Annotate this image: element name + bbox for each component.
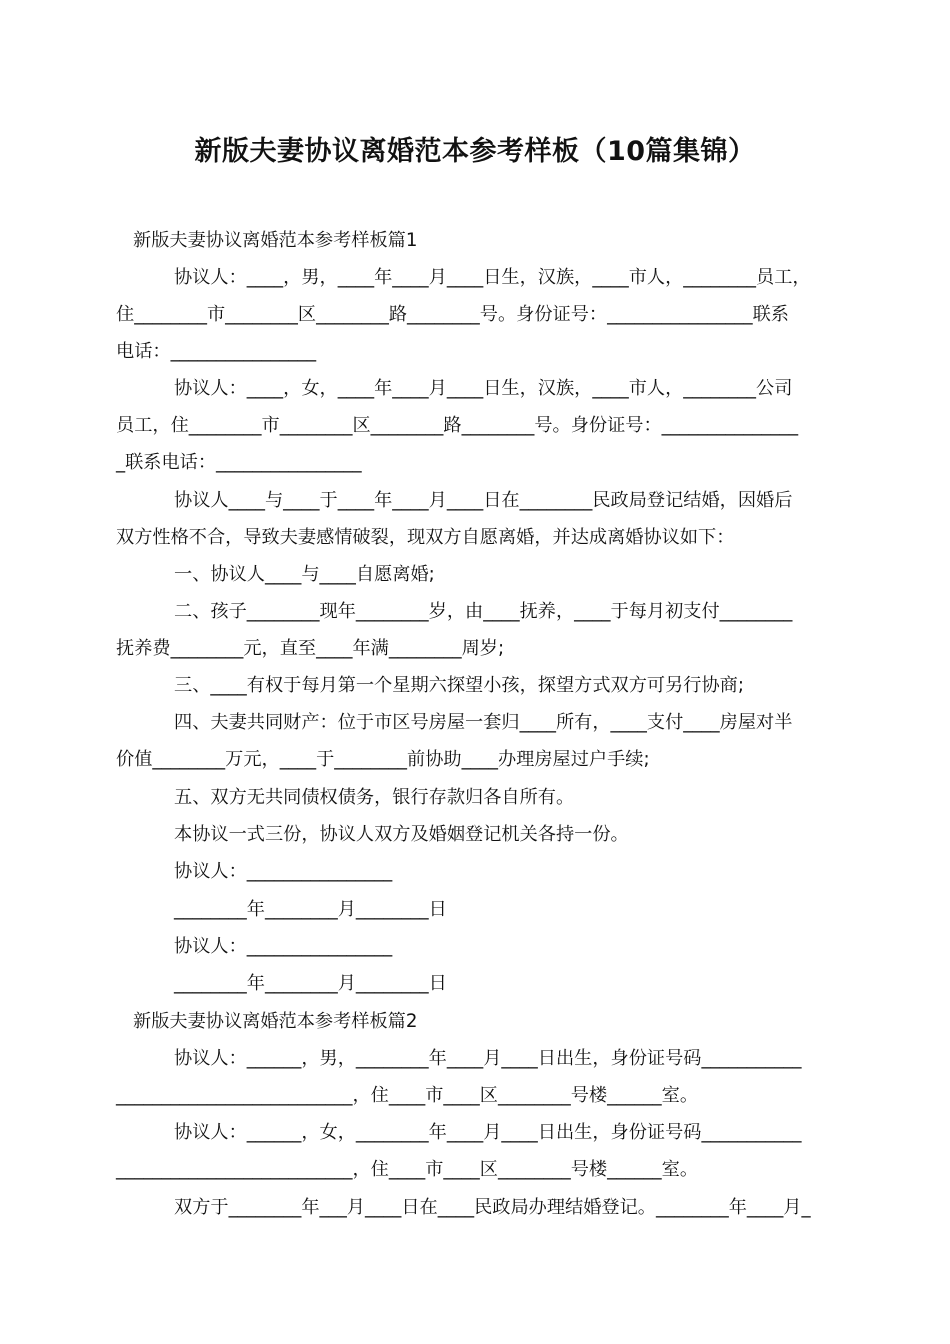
paragraph-line: 价值________万元，____于________前协助____办理房屋过户手续; xyxy=(116,749,650,770)
clause-line: 四、夫妻共同财产：位于市区号房屋一套归____所有，____支付____房屋对半 xyxy=(174,712,793,733)
clause-line: 三、____有权于每月第一个星期六探望小孩，探望方式双方可另行协商; xyxy=(174,675,744,696)
signature-line: 协议人：________________ xyxy=(174,861,393,882)
date-line: ________年________月________日 xyxy=(174,973,447,994)
paragraph-line: 员工，住________市________区________路________号。身份证号：_______________ xyxy=(116,415,799,436)
date-line: ________年________月________日 xyxy=(174,899,447,920)
paragraph-line: 协议人：______，男，________年____月____日出生，身份证号码___________ xyxy=(174,1048,802,1069)
paragraph-line: _联系电话：________________ xyxy=(116,452,362,473)
paragraph-line: __________________________，住____市____区________号楼______室。 xyxy=(116,1159,699,1180)
section-heading-1: 新版夫妻协议离婚范本参考样板篇1 xyxy=(133,230,418,251)
section-heading-2: 新版夫妻协议离婚范本参考样板篇2 xyxy=(133,1011,418,1032)
paragraph-line: 协议人：______，女，________年____月____日出生，身份证号码___________ xyxy=(174,1122,802,1143)
paragraph-line: 抚养费________元，直至____年满________周岁; xyxy=(116,638,505,659)
document-title: 新版夫妻协议离婚范本参考样板（10篇集锦） xyxy=(194,136,756,167)
clause-line: 二、孩子________现年________岁，由____抚养，____于每月初支付________ xyxy=(174,601,793,622)
clause-line: 五、双方无共同债权债务，银行存款归各自所有。 xyxy=(174,787,575,808)
paragraph-line: 住________市________区________路________号。身份证号：________________联系 xyxy=(116,304,789,325)
paragraph-line: 本协议一式三份，协议人双方及婚姻登记机关各持一份。 xyxy=(174,824,629,845)
paragraph-line: 协议人：____，女，____年____月____日生，汉族，____市人，________公司 xyxy=(174,378,793,399)
paragraph-line: 双方性格不合，导致夫妻感情破裂，现双方自愿离婚，并达成离婚协议如下： xyxy=(116,527,735,548)
paragraph-line: 协议人____与____于____年____月____日在________民政局登记结婚，因婚后 xyxy=(174,490,793,511)
paragraph-line: 协议人：____，男，____年____月____日生，汉族，____市人，________员工， xyxy=(174,267,811,288)
paragraph-line: __________________________，住____市____区________号楼______室。 xyxy=(116,1085,699,1106)
clause-line: 一、协议人____与____自愿离婚; xyxy=(174,564,435,585)
paragraph-line: 双方于________年___月____日在____民政局办理结婚登记。________年____月_ xyxy=(174,1197,811,1218)
signature-line: 协议人：________________ xyxy=(174,936,393,957)
paragraph-line: 电话：________________ xyxy=(116,341,317,362)
